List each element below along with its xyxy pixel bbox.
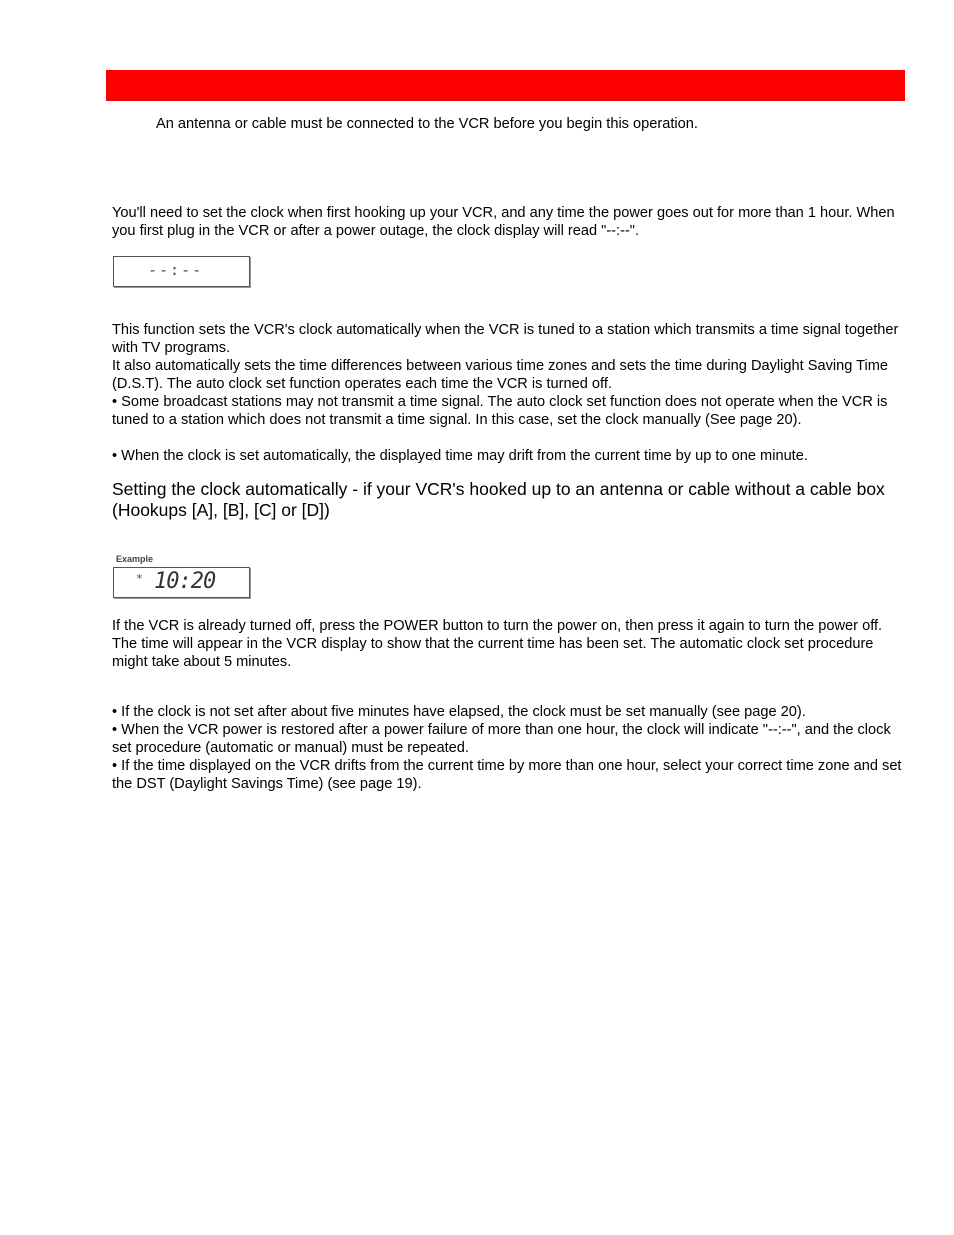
auto-clock-paragraph-1: This function sets the VCR's clock automatically when the VCR is tuned to a station which transmits a time signal together with TV programs. [112,322,899,356]
intro-note: An antenna or cable must be connected to the VCR before you begin this operation. [156,116,698,132]
note-item: • When the VCR power is restored after a power failure of more than one hour, the clock will indicate "--:--", and the clock set procedure (automatic or manual) must be repeated. [112,722,891,756]
example-label: Example [116,554,154,564]
vcr-display-blank-text: --:-- [148,261,204,279]
note-item: • If the time displayed on the VCR drifts from the current time by more than one hour, select your correct time zone and set the DST (Daylight Savings Time) (see page 19). [112,758,902,792]
auto-clock-paragraph-3: • Some broadcast stations may not transmit a time signal. The auto clock set function does not operate when the VCR is tuned to a station which does not transmit a time signal. In this case, set the clock manually (See page 20). [112,394,888,428]
vcr-display-example [113,567,250,598]
vcr-display-blank [113,256,250,287]
vcr-display-example-time: 10:20 [154,569,216,594]
note-item: • If the clock is not set after about five minutes have elapsed, the clock must be set manually (see page 20). [112,704,806,720]
auto-clock-paragraph-2: It also automatically sets the time differences between various time zones and sets the time during Daylight Saving Time (D.S.T). The auto clock set function operates each time the VCR is turned off. [112,358,889,392]
section-heading: Setting the clock automatically - if your VCR's hooked up to an antenna or cable without a cable box (Hookups [A], [B], [C] or [D]) [112,479,885,520]
clock-intro-text: You'll need to set the clock when first hooking up your VCR, and any time the power goes out for more than 1 hour. When you first plug in the VCR or after a power outage, the clock display will read "--:--". [112,205,895,239]
header-bar [106,70,905,101]
power-instructions: If the VCR is already turned off, press the POWER button to turn the power on, then press it again to turn the power off. The time will appear in the VCR display to show that the current time has been set. The automatic clock set procedure might take about 5 minutes. [112,618,883,670]
auto-clock-paragraph-4: • When the clock is set automatically, the displayed time may drift from the current time by up to one minute. [112,448,808,464]
clock-set-indicator: * [136,572,143,585]
